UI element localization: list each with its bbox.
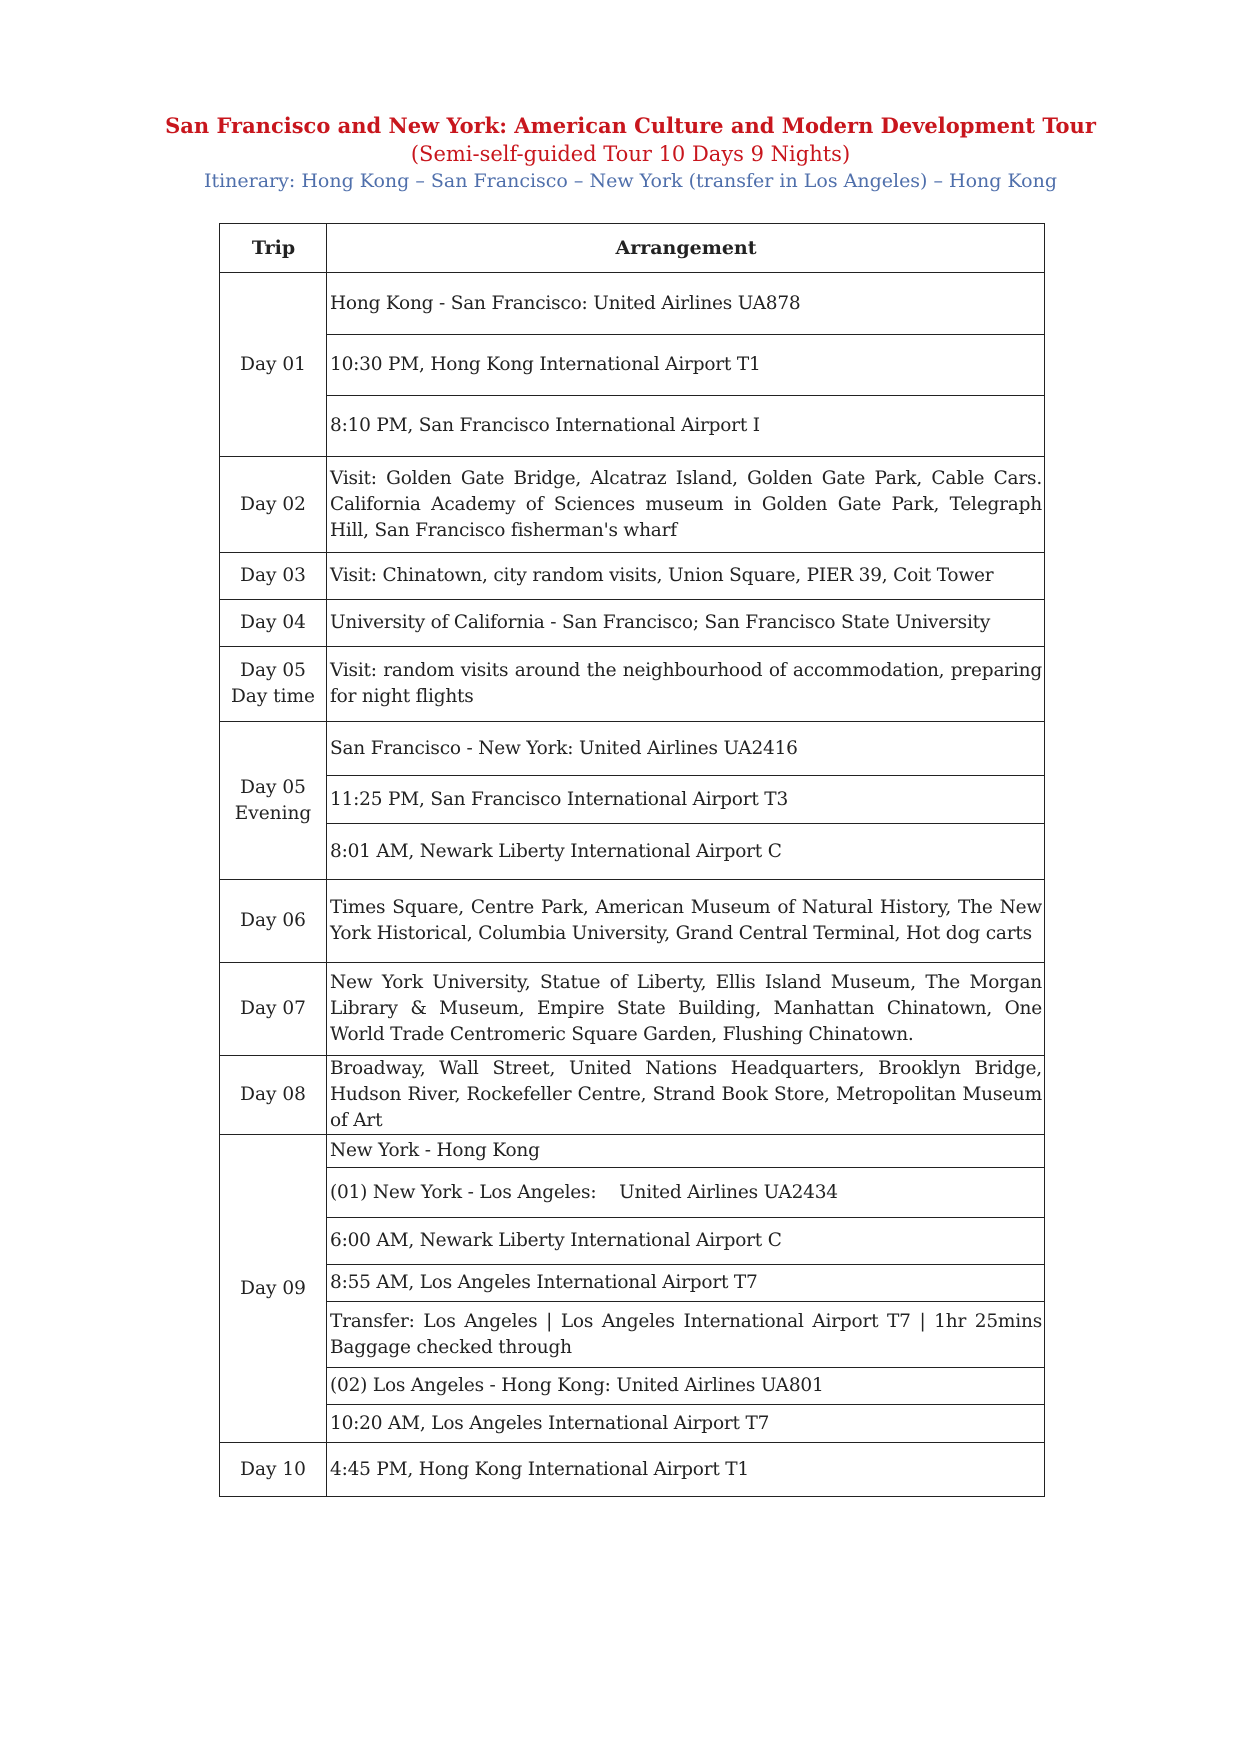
table-row xyxy=(220,273,1045,335)
arrangement-cell: University of California - San Francisco; San Francisco State University xyxy=(327,600,1045,647)
table-row xyxy=(220,1302,1045,1368)
document-title: San Francisco and New York: American Culture and Modern Development Tour xyxy=(165,113,1096,138)
arrangement-cell: (01) New York - Los Angeles: United Airlines UA2434 xyxy=(327,1168,1045,1218)
day-label: Day 05 xyxy=(240,660,306,681)
day-sublabel: Day time xyxy=(230,686,316,707)
day-cell xyxy=(220,1135,327,1443)
arrangement-cell: New York - Hong Kong xyxy=(327,1135,1045,1168)
day-cell xyxy=(220,963,327,1056)
day-label: Day 08 xyxy=(240,1084,306,1105)
day-cell xyxy=(220,600,327,647)
table-row xyxy=(220,1368,1045,1405)
arrangement-cell: 10:30 PM, Hong Kong International Airport T1 xyxy=(327,335,1045,396)
arrangement-cell: 4:45 PM, Hong Kong International Airport T1 xyxy=(327,1443,1045,1497)
day-cell xyxy=(220,273,327,457)
itinerary-table xyxy=(219,223,1045,1497)
table-row xyxy=(220,880,1045,963)
table-row xyxy=(220,1168,1045,1218)
day-label: Day 03 xyxy=(240,565,306,586)
table-header-row xyxy=(220,224,1045,273)
arrangement-cell: Broadway, Wall Street, United Nations Headquarters, Brooklyn Bridge, Hudson River, Rockefeller Centre, Strand Book Store, Metropolitan Museum of Art xyxy=(327,1056,1045,1135)
day-label: Day 05 xyxy=(240,776,306,798)
day-cell xyxy=(220,647,327,722)
table-row xyxy=(220,1135,1045,1168)
day-label: Day 10 xyxy=(240,1458,306,1480)
arrangement-cell: 11:25 PM, San Francisco International Airport T3 xyxy=(327,776,1045,824)
table-row xyxy=(220,647,1045,722)
arrangement-cell: Visit: Chinatown, city random visits, Union Square, PIER 39, Coit Tower xyxy=(327,553,1045,600)
document-header xyxy=(0,112,1241,194)
table-row xyxy=(220,457,1045,553)
table-row xyxy=(220,1405,1045,1443)
header-arrangement: Arrangement xyxy=(327,224,1045,273)
arrangement-cell: 8:10 PM, San Francisco International Airport I xyxy=(327,396,1045,457)
table-row xyxy=(220,963,1045,1056)
day-label: Day 09 xyxy=(240,1277,306,1299)
day-cell xyxy=(220,457,327,553)
day-cell xyxy=(220,1443,327,1497)
arrangement-cell: (02) Los Angeles - Hong Kong: United Airlines UA801 xyxy=(327,1368,1045,1405)
table-row xyxy=(220,335,1045,396)
table-row xyxy=(220,776,1045,824)
day-label: Day 06 xyxy=(240,910,306,931)
arrangement-cell: 8:55 AM, Los Angeles International Airport T7 xyxy=(327,1265,1045,1302)
header-trip: Trip xyxy=(220,224,327,273)
arrangement-cell: Visit: Golden Gate Bridge, Alcatraz Island, Golden Gate Park, Cable Cars. California Academy of Sciences museum in Golden Gate Park, Telegraph Hill, San Francisco fisherman's wharf xyxy=(327,457,1045,553)
table-row xyxy=(220,600,1045,647)
arrangement-cell: 6:00 AM, Newark Liberty International Airport C xyxy=(327,1218,1045,1265)
table-row xyxy=(220,1265,1045,1302)
table-row xyxy=(220,1443,1045,1497)
arrangement-cell: Transfer: Los Angeles | Los Angeles International Airport T7 | 1hr 25mins Baggage checked through xyxy=(327,1302,1045,1368)
day-label: Day 04 xyxy=(240,612,306,633)
table-row xyxy=(220,396,1045,457)
day-cell xyxy=(220,553,327,600)
day-cell xyxy=(220,722,327,880)
table-row xyxy=(220,553,1045,600)
day-cell xyxy=(220,1056,327,1135)
day-sublabel: Evening xyxy=(234,802,312,824)
day-label: Day 02 xyxy=(240,493,306,515)
table-row xyxy=(220,824,1045,880)
day-cell xyxy=(220,880,327,963)
arrangement-cell: 10:20 AM, Los Angeles International Airport T7 xyxy=(327,1405,1045,1443)
itinerary-line: Itinerary: Hong Kong – San Francisco – New York (transfer in Los Angeles) – Hong Kong xyxy=(203,170,1058,192)
arrangement-cell: Times Square, Centre Park, American Museum of Natural History, The New York Historical, Columbia University, Grand Central Terminal, Hot dog carts xyxy=(327,880,1045,963)
document-subtitle: (Semi-self-guided Tour 10 Days 9 Nights) xyxy=(410,142,851,166)
day-label: Day 07 xyxy=(240,998,306,1019)
arrangement-cell: Visit: random visits around the neighbourhood of accommodation, preparing for night flights xyxy=(327,647,1045,722)
day-label: Day 01 xyxy=(240,353,306,375)
arrangement-cell: New York University, Statue of Liberty, Ellis Island Museum, The Morgan Library & Museum, Empire State Building, Manhattan Chinatown, One World Trade Centromeric Square Garden, Flushing Chinatown. xyxy=(327,963,1045,1056)
arrangement-cell: San Francisco - New York: United Airlines UA2416 xyxy=(327,722,1045,776)
table-row xyxy=(220,1056,1045,1135)
arrangement-cell: Hong Kong - San Francisco: United Airlines UA878 xyxy=(327,273,1045,335)
table-row xyxy=(220,722,1045,776)
table-row xyxy=(220,1218,1045,1265)
arrangement-cell: 8:01 AM, Newark Liberty International Airport C xyxy=(327,824,1045,880)
